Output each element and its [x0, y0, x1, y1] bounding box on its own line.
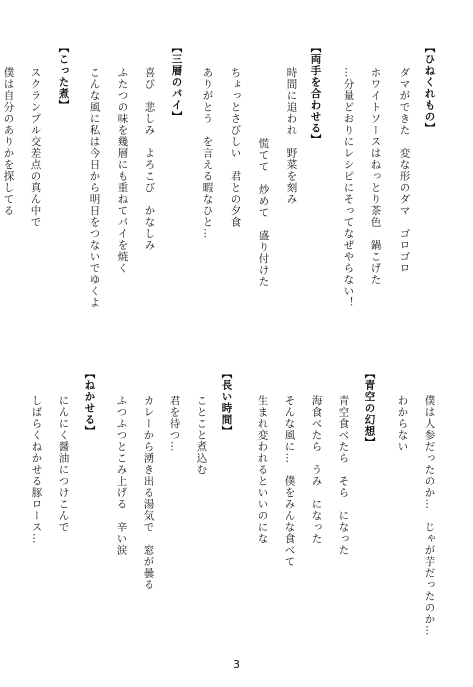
poem-line: 海食べたら うみ になった: [310, 395, 323, 545]
poem-line: 青空食べたら そら になった: [337, 395, 350, 556]
heading-kottani: 【こった煮】: [57, 42, 70, 111]
poem-line: 君を待つ…: [168, 395, 181, 453]
poem-line: こんな風に私は今日から明日をつないでゆくよ: [88, 67, 101, 309]
heading-aozora: 【青空の幻想】: [363, 368, 376, 449]
page-number: 3: [233, 658, 240, 671]
poem-line: 僕は人参だったのか… じゃが芋だったのか…: [423, 395, 436, 637]
poem-line: ふたつの味を幾層にも重ねてパイを焼く: [116, 67, 129, 274]
poem-line: …分量どおりにレシピにそってなぜやらない！: [342, 67, 355, 309]
heading-nekaseru: 【ねかせる】: [83, 368, 96, 437]
heading-hinekuremono: 【ひねくれもの】: [423, 42, 436, 134]
poem-line: ことこと煮込む: [195, 395, 208, 476]
poem-line: ありがとう を言える暇なひと…: [201, 67, 214, 240]
heading-nagai: 【長い時間】: [220, 368, 233, 437]
poem-line: カレーから湧き出る湯気で 窓が曇る: [142, 395, 155, 591]
poem-line: 喜び 悲しみ よろこび かなしみ: [143, 67, 156, 251]
poem-line: スクランブル交差点の真ん中で: [29, 67, 42, 228]
poem-line: 時間に追われ 野菜を刻み: [285, 67, 298, 205]
poem-line: にんにく醤油につけこんで: [57, 395, 70, 533]
heading-ryoute: 【両手を合わせる】: [309, 42, 322, 146]
poem-line: ちょっとさびしい 君との夕食: [229, 67, 242, 228]
poem-line: 僕は自分のありかを探してる: [2, 67, 15, 217]
poem-line: ホワイトソースはねっとり茶色 鍋こげた: [369, 67, 382, 286]
poem-line: 生まれ変われるといいのにな: [256, 395, 269, 545]
poem-line: ダマができた 変な形のダマ ゴロゴロ: [398, 67, 411, 274]
poem-line: ふつふつとこみ上げる 辛い涙: [115, 395, 128, 556]
poem-line: 慌てて 炒めて 盛り付けた: [257, 138, 270, 288]
poem-line: そんな風に… 僕をみんな食べて: [283, 395, 296, 568]
poem-line: わからない: [396, 395, 409, 453]
poem-line: しばらくねかせる豚ロース…: [30, 395, 43, 545]
heading-sansou: 【三層のパイ】: [170, 42, 183, 123]
